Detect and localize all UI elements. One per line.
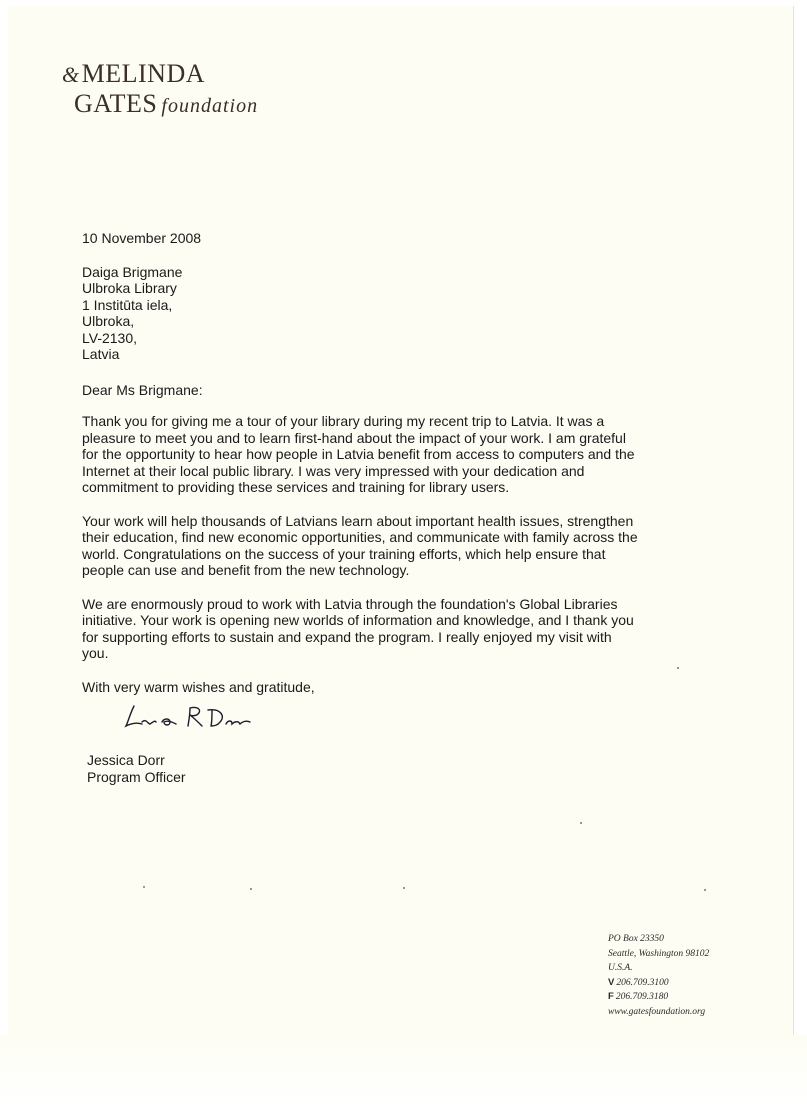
address-line: Latvia (82, 346, 120, 362)
paragraph-3: We are enormously proud to work with Latvia through the foundation's Global Libraries initiative. Your work is opening new worlds of information and knowledge, and I thank you for supporting efforts to sustain and expand the program. I really enjoyed my visit with you. (82, 595, 634, 661)
address-line: Daiga Brigmane (82, 263, 183, 280)
address-line: LV-2130, (82, 329, 138, 346)
contact-website: www.gatesfoundation.org (608, 1006, 706, 1017)
logo-line-gates (74, 89, 258, 121)
signer-block (87, 752, 186, 785)
paragraph-2: Your work will help thousands of Latvians learn about important health issues, strengthen their education, find new economic opportunities, and communicate with family across the world. Congratulations on the success of your training efforts, which help ensure that people can use and benefit from the new technology. (82, 512, 638, 578)
contact-info (608, 932, 709, 1019)
address-line: 1 Institūta iela, (82, 296, 173, 313)
logo-line-melinda (62, 60, 258, 89)
paper-bottom-edge (0, 1035, 807, 1111)
letter-date: 10 November 2008 (82, 230, 202, 246)
fax-label: F (608, 991, 614, 1002)
paper-speck (250, 888, 252, 890)
paper-speck (704, 889, 706, 891)
logo-foundation: foundation (161, 95, 259, 117)
fax-number: 206.709.3180 (615, 992, 669, 1002)
logo-melinda: MELINDA (81, 59, 205, 88)
contact-fax (608, 990, 709, 1005)
logo-gates: GATES (74, 89, 158, 118)
signer-title: Program Officer (87, 768, 186, 785)
address-line: Ulbroka, (82, 313, 135, 329)
voice-number: 206.709.3100 (616, 977, 669, 988)
voice-label: V (608, 976, 615, 988)
signer-name: Jessica Dorr (87, 752, 165, 768)
contact-po-box: PO Box 23350 (608, 934, 664, 944)
salutation: Dear Ms Brigmane: (82, 381, 203, 398)
paper-speck (403, 887, 405, 889)
closing: With very warm wishes and gratitude, (82, 678, 315, 695)
address-line: Ulbroka Library (82, 280, 177, 296)
paper-speck (677, 667, 679, 669)
paragraph-1: Thank you for giving me a tour of your library during my recent trip to Latvia. It was a pleasure to meet you and to learn first-hand about the impact of your work. I am grateful for the opportunity to hear how people in Latvia benefit from access to computers and the Internet at their local public library. I was very impressed with your dedication and commitment to providing these services and training for library users. (82, 413, 635, 495)
recipient-address (82, 264, 642, 363)
paper-speck (580, 822, 582, 824)
paper-speck (143, 886, 145, 888)
handwritten-signature (120, 700, 260, 736)
foundation-logo (62, 60, 258, 121)
contact-country: U.S.A. (608, 963, 633, 973)
contact-voice (608, 976, 709, 991)
contact-city: Seattle, Washington 98102 (608, 948, 710, 959)
letter-body (82, 230, 642, 695)
logo-ampersand: & (62, 62, 80, 87)
